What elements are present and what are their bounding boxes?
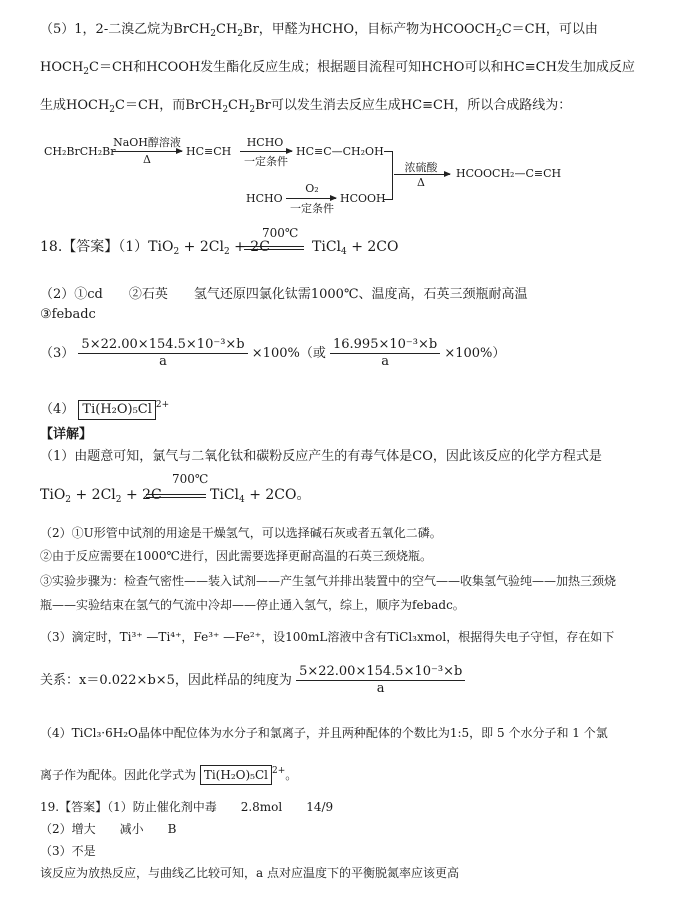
text: TiCl [312,239,342,255]
route-final: HCOOCH₂—C≡CH [456,167,562,180]
route-start: CH₂BrCH₂Br [44,145,116,158]
route-cond4-top: 浓硫酸 [404,161,438,174]
text: （4） [40,402,75,417]
text: （5）1，2-二溴乙烷为BrCH [40,22,211,37]
q18-cond-1: 700℃ [262,226,299,240]
text: C＝CH和HCOOH发生酯化反应生成；根据题目流程可知HCHO可以和HC≡CH发生加成反应 [89,60,635,75]
q19-line-1: 19.【答案】（1）防止催化剂中毒 2.8mol 14/9 [40,800,334,814]
numerator: 5×22.00×154.5×10⁻³×b [78,337,247,354]
text: + 2Cl [183,239,224,255]
text: CH [228,98,250,113]
denominator: a [376,681,385,696]
text: Br，甲醛为HCHO，目标产物为HCOOCH [243,22,496,37]
text: 。 [296,487,311,503]
detail-1: （1）由题意可知，氯气与二氧化钛和碳粉反应产生的有毒气体是CO，因此该反应的化学方程式是 [40,449,602,464]
complex-formula: Ti(H₂O)₅Cl [200,765,272,785]
detail-2d: 瓶——实验结束在氢气的气流中冷却——停止通入氢气，综上，顺序为febadc。 [40,598,465,612]
q18-answer-3 [40,337,505,370]
charge: 2+ [272,766,286,776]
part5-line1: （5）1，2-二溴乙烷为$BrCH_2CH_2Br$，甲醛为HCHO，目标产物为$HCOOCH_2C=CH$，可以由 [40,22,598,39]
fraction-2 [330,337,440,370]
route-p1: HC≡CH [186,145,232,158]
route-arrow-1 [112,151,182,152]
route-cond3-bot: 一定条件 [290,202,334,215]
text: ×100%） [444,346,506,361]
route-arrow-4 [394,174,450,175]
text: + 2CO [249,487,297,503]
part5-line3: 生成$HOCH_2C=CH$，而$BrCH_2CH_2Br$可以发生消去反应生成HC≡CH，所以合成路线为： [40,98,572,115]
q18-answer-4 [40,396,169,420]
route-cond1-top: NaOH醇溶液 [113,136,181,149]
text: （3） [40,346,75,361]
fraction-3 [296,664,465,697]
text: TiCl [210,487,240,503]
route-p3: HCOOH [340,192,386,205]
charge: 2+ [155,400,170,410]
route-arrow-3 [286,198,336,199]
route-p2: HC≡C—CH₂OH [296,145,384,158]
complex-formula: Ti(H₂O)₅Cl [78,400,156,420]
denominator: a [159,354,167,369]
route-hcho: HCHO [246,192,283,205]
text: 18.【答案】（1）TiO [40,239,174,255]
denominator: a [381,354,389,369]
detail-3a: （3）滴定时，Ti³⁺ —Ti⁴⁺，Fe³⁺ —Fe²⁺，设100mL溶液中含有TiCl₃xmol，根据得失电子守恒，存在如下 [40,630,615,644]
detail-4b [40,762,297,785]
text: 生成HOCH [40,98,110,113]
route-cond1-bot: Δ [143,153,151,166]
numerator: 5×22.00×154.5×10⁻³×b [296,664,465,681]
text: 离子作为配体。因此化学式为 [40,768,197,782]
q18-eq1-right: TiCl$_4$ + 2CO [312,239,399,257]
q18-answer-2: （2）①cd ②石英 氢气还原四氯化钛需1000℃、温度高，石英三颈瓶耐高温 [40,287,528,302]
text: Br可以发生消去反应生成HC≡CH，所以合成路线为： [255,98,572,113]
equals-line-2 [146,494,206,498]
fraction-1 [78,337,247,370]
text: + 2C [234,239,270,255]
text: 关系：x＝0.022×b×5，因此样品的纯度为 [40,673,292,688]
text: CH [216,22,238,37]
text: C＝CH，可以由 [501,22,598,37]
detail-2a: （2）①U形管中试剂的用途是干燥氢气，可以选择碱石灰或者五氧化二磷。 [40,526,442,540]
text: ×100%（或 [251,346,326,361]
text: 。 [285,768,298,782]
part5-line2: $HOCH_2C=CH$和HCOOH发生酯化反应生成；根据题目流程可知HCHO可以和HC≡CH发生加成反应 [40,60,635,77]
numerator: 16.995×10⁻³×b [330,337,440,354]
detail-eq: $TiO_2 + 2Cl_2 + 2C$ [40,487,162,505]
detail-2c: ③实验步骤为：检查气密性——装入试剂——产生氢气并排出装置中的空气——收集氢气验纯——加热三颈烧 [40,574,617,588]
detail-heading: 【详解】 [40,427,93,442]
q19-line-2: （2）增大 减小 B [40,822,177,836]
detail-3b [40,664,465,697]
route-cond4-bot: Δ [417,176,425,189]
synthesis-route [0,130,692,220]
text: HOCH [40,60,84,75]
q18-answer-2b: ③febadc [40,307,96,322]
text: C＝CH，而BrCH [115,98,223,113]
q19-line-3: （3）不是 [40,844,96,858]
q19-line-4: 该反应为放热反应，与曲线乙比较可知，a 点对应温度下的平衡脱氮率应该更高 [40,866,459,880]
detail-eq-right: TiCl$_4$ + 2CO。 [210,487,311,505]
route-arrow-2 [240,151,292,152]
q18-answer-1: 18.【答案】$(1)TiO_2 + 2Cl_2 + 2C$ [40,239,270,257]
detail-4a: （4）TiCl₃·6H₂O晶体中配位体为水分子和氯离子，并且两种配体的个数比为1:5，即 5 个水分子和 1 个氯 [40,726,608,740]
route-cond3-top: O₂ [305,182,319,195]
route-bracket-bar [392,151,393,198]
route-cond2-bot: 一定条件 [244,155,288,168]
detail-cond: 700℃ [172,472,209,486]
text: + 2CO [351,239,399,255]
detail-2b: ②由于反应需要在1000℃进行，因此需要选择更耐高温的石英三颈烧瓶。 [40,549,432,563]
equals-line-1 [244,246,304,250]
route-cond2-top: HCHO [246,136,284,149]
